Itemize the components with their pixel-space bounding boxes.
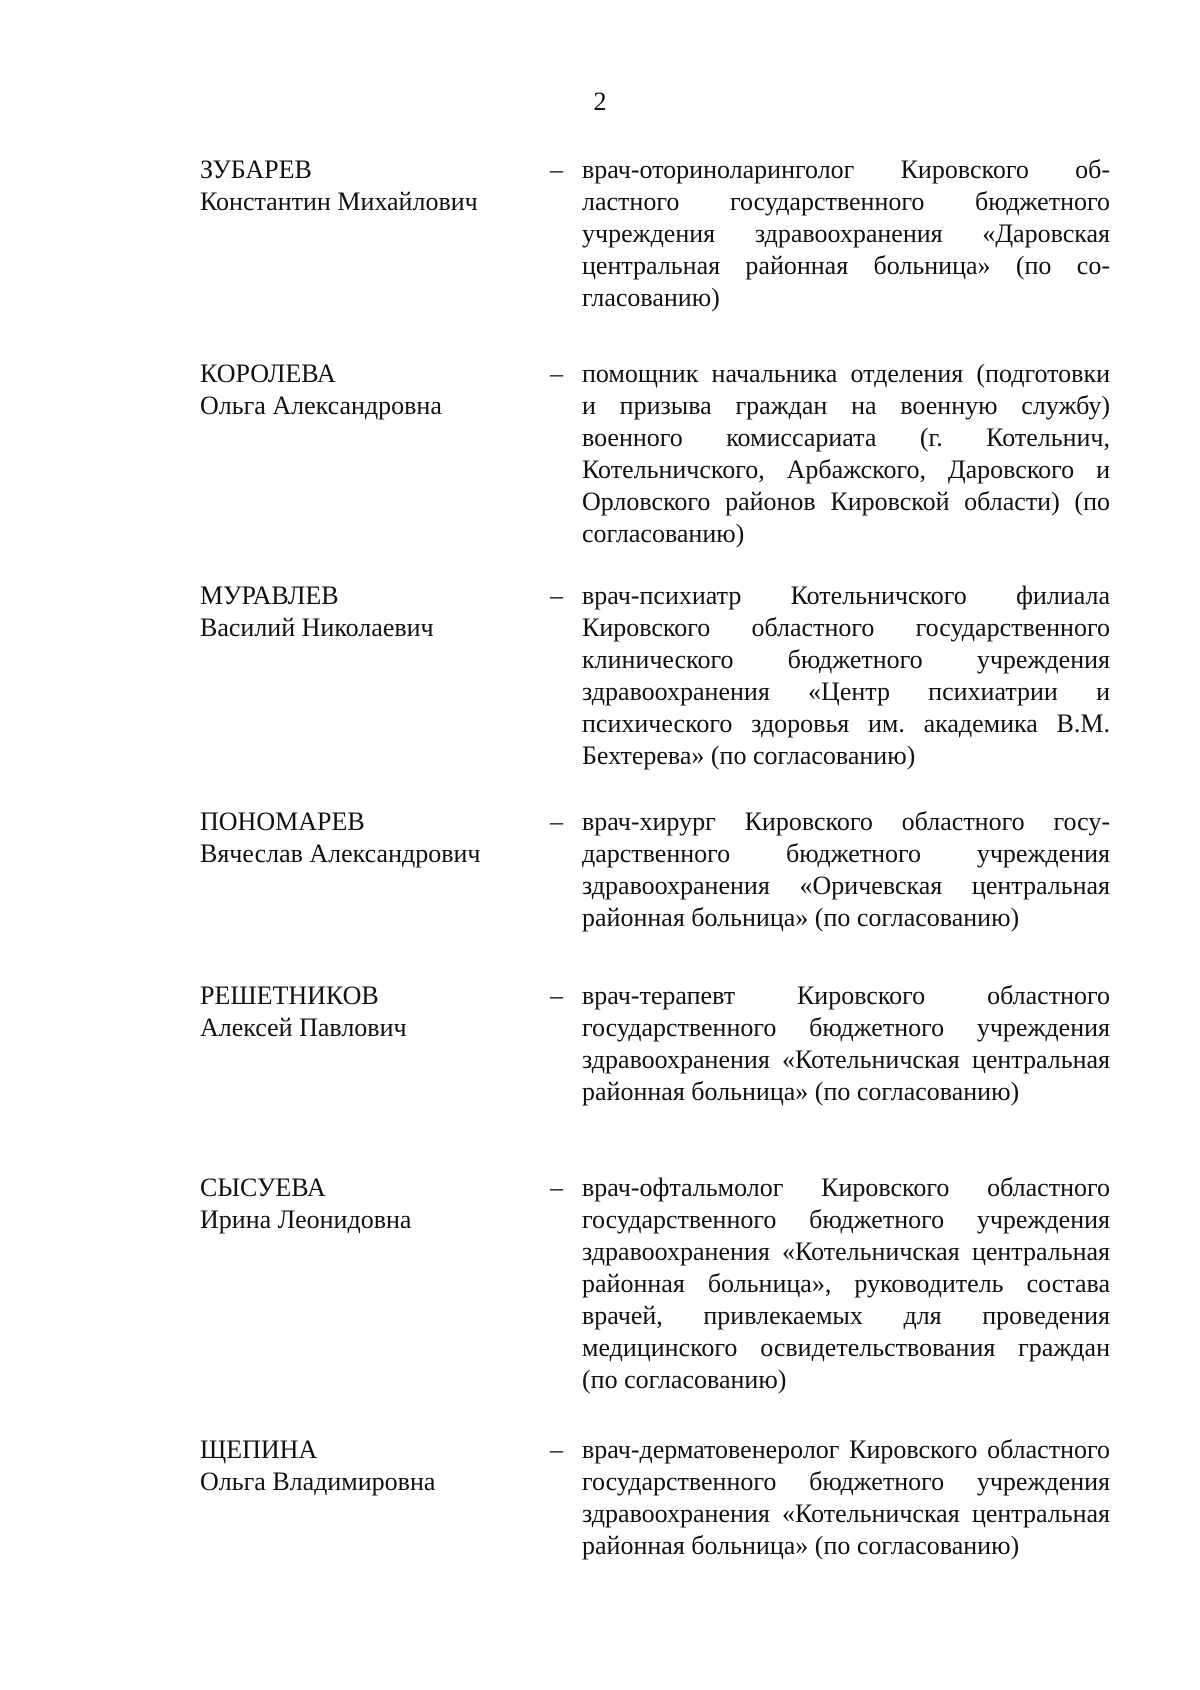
page-number: 2 xyxy=(593,87,607,116)
member-given-names: Вячеслав Александрович xyxy=(200,839,481,868)
member-name xyxy=(200,1172,530,1236)
member-name xyxy=(200,1434,530,1498)
member-name xyxy=(200,154,530,218)
entry-dash: – xyxy=(550,581,563,610)
entry-dash: – xyxy=(550,1173,563,1202)
member-given-names: Ольга Александровна xyxy=(200,391,442,420)
member-role: врач-психиатр Котельничского филиала Кировского областного государственного клинического бюджетного учреждения здравоохранения «Центр психиатрии и психического здоровья им. академика В.М. Бехтерева» (по согласованию) xyxy=(582,581,1110,770)
member-surname: ЩЕПИНА xyxy=(200,1435,318,1464)
member-given-names: Алексей Павлович xyxy=(200,1013,407,1042)
member-role: помощник начальника отделения (подготовки и призыва граждан на военную службу) военного комиссариата (г. Котельнич, Котельничского, Арбажского, Даровского и Орловского районов Кировской области) (по согласованию) xyxy=(582,359,1110,548)
member-surname: РЕШЕТНИКОВ xyxy=(200,981,379,1010)
member-given-names: Ирина Леонидовна xyxy=(200,1205,412,1234)
member-surname: ЗУБАРЕВ xyxy=(200,155,312,184)
member-name xyxy=(200,580,530,644)
member-role: врач-офтальмолог Кировского областного государственного бюджетного учреждения здравоохранения «Котельничская центральная районная больница», руководитель состава врачей, привлекаемых для проведения медицинского освидетельствования граждан (по согласованию) xyxy=(582,1173,1110,1394)
member-name xyxy=(200,358,530,422)
member-given-names: Константин Михайлович xyxy=(200,187,478,216)
entry-dash: – xyxy=(550,1435,563,1464)
member-role: врач-терапевт Кировского областного государственного бюджетного учреждения здравоохранения «Котельничская центральная районная больница» (по согласованию) xyxy=(582,981,1110,1106)
member-surname: СЫСУЕВА xyxy=(200,1173,326,1202)
member-surname: ПОНОМАРЕВ xyxy=(200,807,365,836)
entry-dash: – xyxy=(550,981,563,1010)
member-surname: МУРАВЛЕВ xyxy=(200,581,339,610)
member-surname: КОРОЛЕВА xyxy=(200,359,336,388)
entry-dash: – xyxy=(550,807,563,836)
member-given-names: Василий Николаевич xyxy=(200,613,434,642)
member-role: врач-дерматовенеролог Кировского областного государственного бюджетного учреждения здравоохранения «Котельничская центральная районная больница» (по согласованию) xyxy=(582,1435,1110,1560)
member-name xyxy=(200,806,530,870)
member-given-names: Ольга Владимировна xyxy=(200,1467,436,1496)
entry-dash: – xyxy=(550,155,563,184)
member-role: врач-хирург Кировского областного государственного бюджетного учреждения здравоохранения «Оричевская центральная районная больница» (по согласованию) xyxy=(582,807,1110,932)
entry-dash: – xyxy=(550,359,563,388)
member-role: врач-оториноларинголог Кировского областного государственного бюджетного учреждения здравоохранения «Даровская центральная районная больница» (по согласованию) xyxy=(582,155,1110,312)
member-name xyxy=(200,980,530,1044)
